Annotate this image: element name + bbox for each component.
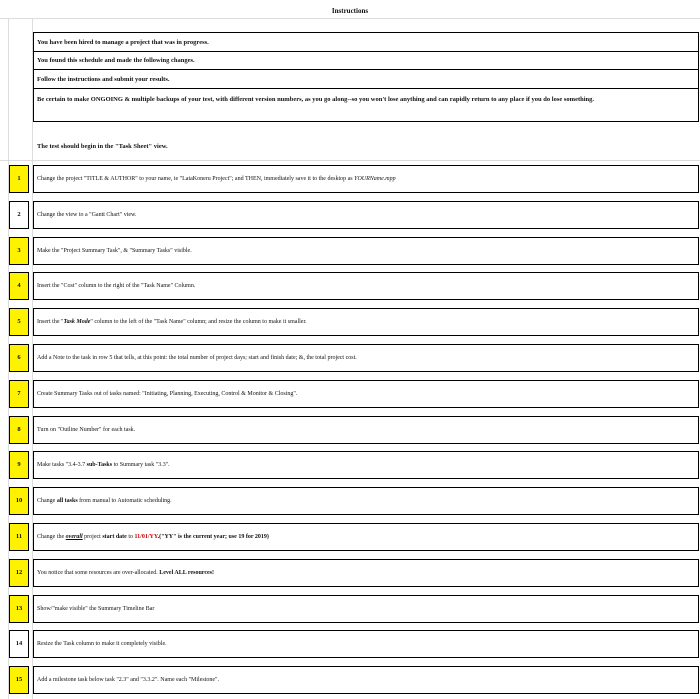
step-text: Resize the Task column to make it completely visible.	[37, 641, 167, 647]
start-note: The test should begin in the "Task Sheet" view.	[37, 143, 168, 150]
page-title: Instructions	[331, 7, 369, 15]
step-text: Change the view to a "Gantt Chart" view.	[37, 212, 137, 218]
backup-note-box	[33, 88, 699, 122]
step-text: Insert the "Cost" column to the right of the "Task Name" Column.	[37, 283, 196, 289]
backup-note: Be certain to make ONGOING & multiple backups of your test, with different version numbers, as you go along--so you won't lose anything and can rapidly return to any place if you do lose something.	[37, 96, 595, 103]
step-text: Show/"make visible" the Summary Timeline Bar	[37, 606, 155, 612]
step-text-part: .("YY" is the current year; use 19 for 2019)	[157, 534, 269, 540]
step-row	[33, 595, 699, 623]
step-number: 7	[9, 380, 29, 408]
step-text-part: Change	[37, 498, 57, 504]
step-text: Create Summary Tasks out of tasks named: "Initiating, Planning, Executing, Control & Monitor & Closing".	[37, 391, 298, 397]
step-row	[33, 201, 699, 229]
step-number: 5	[9, 308, 29, 336]
step-row	[33, 237, 699, 265]
step-number: 8	[9, 416, 29, 444]
gridline	[0, 160, 700, 161]
step-text-part: Make tasks "3.4-3.7	[37, 462, 87, 468]
step-text	[37, 534, 269, 540]
step-text-part: Change the project "TITLE & AUTHOR" to your name, ie "LataKoneru Project"; and THEN, immediately save it to the desktop as	[37, 176, 355, 182]
step-text-part: Insert the "	[37, 319, 64, 325]
step-text: Add a milestone task below task "2.3" and "3.3.2". Name each "Milestone".	[37, 677, 219, 683]
step-text-part: YOURName.mpp	[354, 176, 396, 182]
step-text	[37, 570, 214, 576]
step-text: Turn on "Outline Number" for each task.	[37, 427, 136, 433]
step-text: Add a Note to the task in row 5 that tells, at this point: the total number of project days; start and finish date; &, the total project cost.	[37, 355, 357, 361]
step-number: 3	[9, 237, 29, 265]
intro-text-1: You have been hired to manage a project that was in progress.	[37, 38, 209, 46]
step-text	[37, 462, 170, 468]
step-text-part: all tasks	[56, 498, 78, 504]
step-number: 10	[9, 487, 29, 515]
step-number: 9	[9, 451, 29, 479]
step-number: 1	[9, 165, 29, 193]
step-row	[33, 523, 699, 551]
intro-line-2	[33, 51, 699, 69]
step-number: 2	[9, 201, 29, 229]
gridline	[0, 18, 700, 19]
intro-text-2: You found this schedule and made the following changes.	[37, 57, 195, 64]
step-number: 11	[9, 523, 29, 551]
step-row	[33, 487, 699, 515]
intro-line-3	[33, 69, 699, 88]
step-text-part: sub-Tasks	[86, 462, 113, 468]
step-number: 15	[9, 666, 29, 694]
step-text-part: overall	[65, 534, 83, 540]
step-text	[37, 498, 172, 504]
step-text-part: Task Mode	[63, 319, 91, 325]
step-text-part: to Summary task "3.3".	[112, 462, 170, 468]
step-row	[33, 630, 699, 658]
step-text-part: project	[82, 534, 103, 540]
step-row	[33, 344, 699, 372]
step-row	[33, 451, 699, 479]
step-row	[33, 272, 699, 300]
step-row	[33, 416, 699, 444]
step-text-part: Level ALL resources!	[159, 570, 215, 576]
intro-line-1	[33, 32, 699, 51]
step-text-part: You notice that some resources are over-allocated.	[37, 570, 160, 576]
step-text: Make the "Project Summary Task", & "Summary Tasks" visible.	[37, 248, 192, 254]
step-text	[37, 176, 396, 182]
step-text-part: from manual to Automatic scheduling.	[77, 498, 172, 504]
step-row	[33, 165, 699, 193]
step-row	[33, 308, 699, 336]
step-number: 12	[9, 559, 29, 587]
step-number: 14	[9, 630, 29, 658]
step-text-part: " column to the left of the "Task Name" column; and resize the column to make it smaller.	[90, 319, 307, 325]
step-text-part: to	[126, 534, 135, 540]
step-text	[37, 319, 307, 325]
step-number: 6	[9, 344, 29, 372]
step-row	[33, 666, 699, 694]
step-text-part: 11/01/YY	[134, 534, 158, 540]
step-row	[33, 559, 699, 587]
step-row	[33, 380, 699, 408]
step-text-part: Change the	[37, 534, 66, 540]
step-text-part: start date	[102, 534, 127, 540]
step-number: 13	[9, 595, 29, 623]
step-number: 4	[9, 272, 29, 300]
intro-text-3: Follow the instructions and submit your results.	[37, 75, 170, 83]
